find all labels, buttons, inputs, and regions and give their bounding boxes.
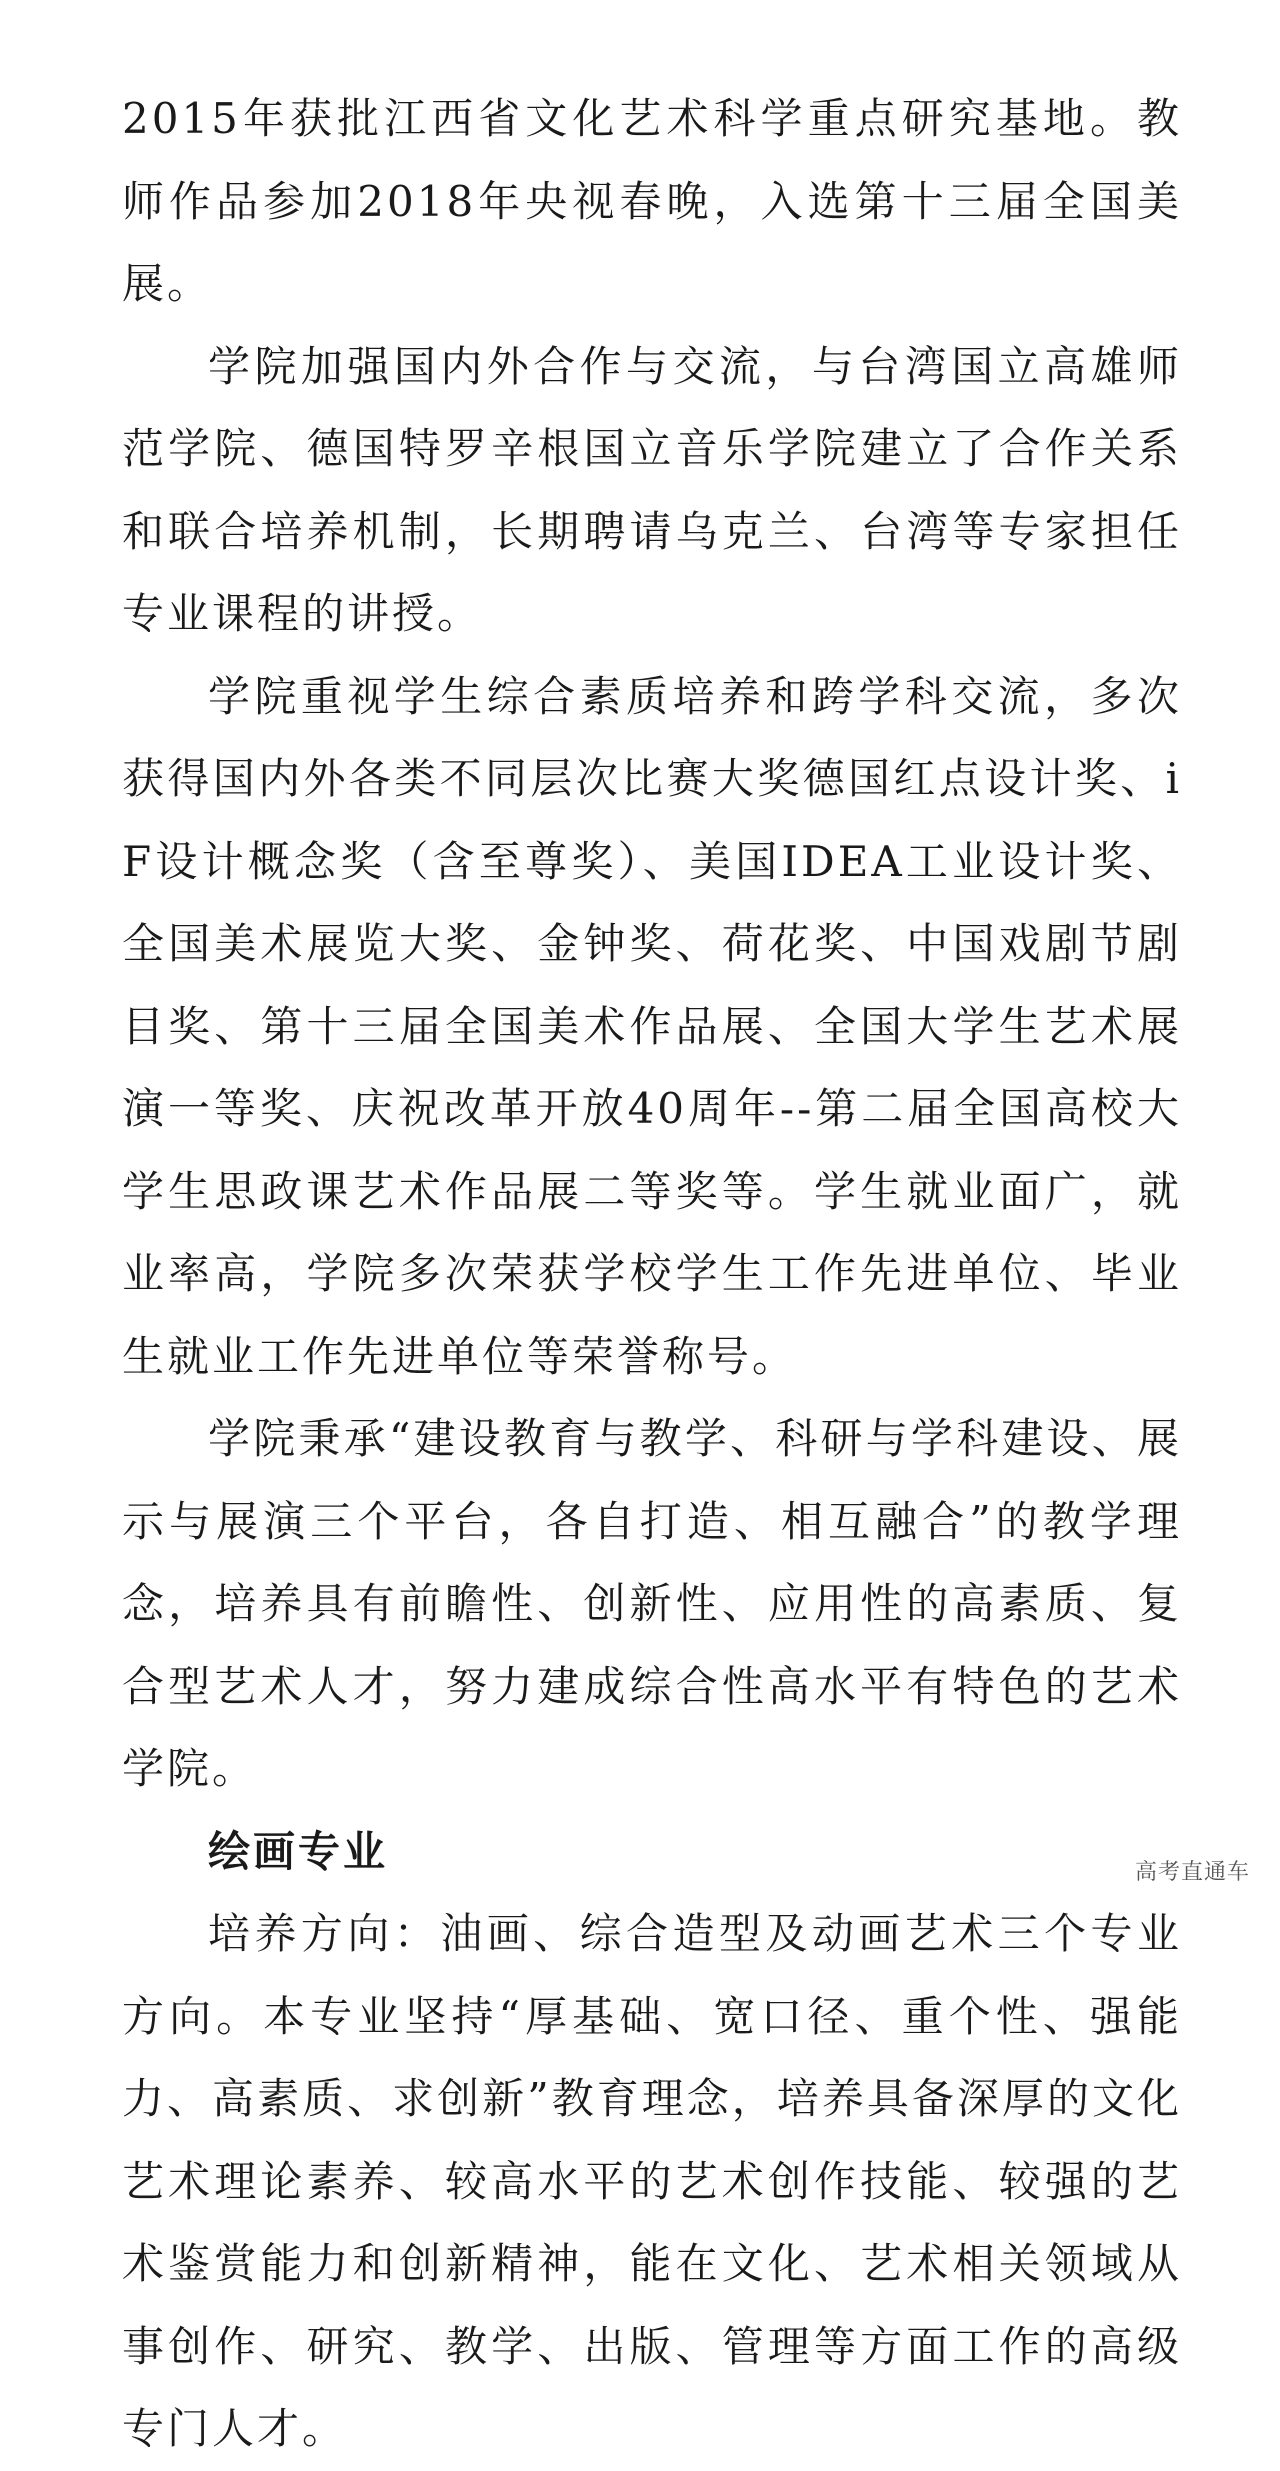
paragraph-painting-major: 培养方向：油画、综合造型及动画艺术三个专业方向。本专业坚持“厚基础、宽口径、重个性、强能力、高素质、求创新”教育理念，培养具备深厚的文化艺术理论素养、较高水平的艺术创作技能、较强的艺术鉴赏能力和创新精神，能在文化、艺术相关领域从事创作、研究、教学、出版、管理等方面工作的高级专门人才。 bbox=[122, 1909, 1182, 2453]
paragraph-continuation: 2015年获批江西省文化艺术科学重点研究基地。教师作品参加2018年央视春晚，入选第十三届全国美展。 bbox=[122, 94, 1182, 308]
paragraph-awards: 学院重视学生综合素质培养和跨学科交流，多次获得国内外各类不同层次比赛大奖德国红点设计奖、iF设计概念奖（含至尊奖）、美国IDEA工业设计奖、全国美术展览大奖、金钟奖、荷花奖、中国戏剧节剧目奖、第十三届全国美术作品展、全国大学生艺术展演一等奖、庆祝改革开放40周年--第二届全国高校大学生思政课艺术作品展二等奖等。学生就业面广，就业率高，学院多次荣获学校学生工作先进单位、毕业生就业工作先进单位等荣誉称号。 bbox=[122, 671, 1182, 1381]
paragraph-philosophy: 学院秉承“建设教育与教学、科研与学科建设、展示与展演三个平台，各自打造、相互融合”的教学理念，培养具有前瞻性、创新性、应用性的高素质、复合型艺术人才，努力建成综合性高水平有特色的艺术学院。 bbox=[122, 1414, 1182, 1793]
section-heading-painting: 绘画专业 bbox=[208, 1826, 389, 1876]
document-page bbox=[122, 78, 1182, 2471]
watermark: 高考直通车 bbox=[1134, 1860, 1250, 1885]
paragraph-cooperation: 学院加强国内外合作与交流，与台湾国立高雄师范学院、德国特罗辛根国立音乐学院建立了合作关系和联合培养机制，长期聘请乌克兰、台湾等专家担任专业课程的讲授。 bbox=[122, 341, 1182, 638]
